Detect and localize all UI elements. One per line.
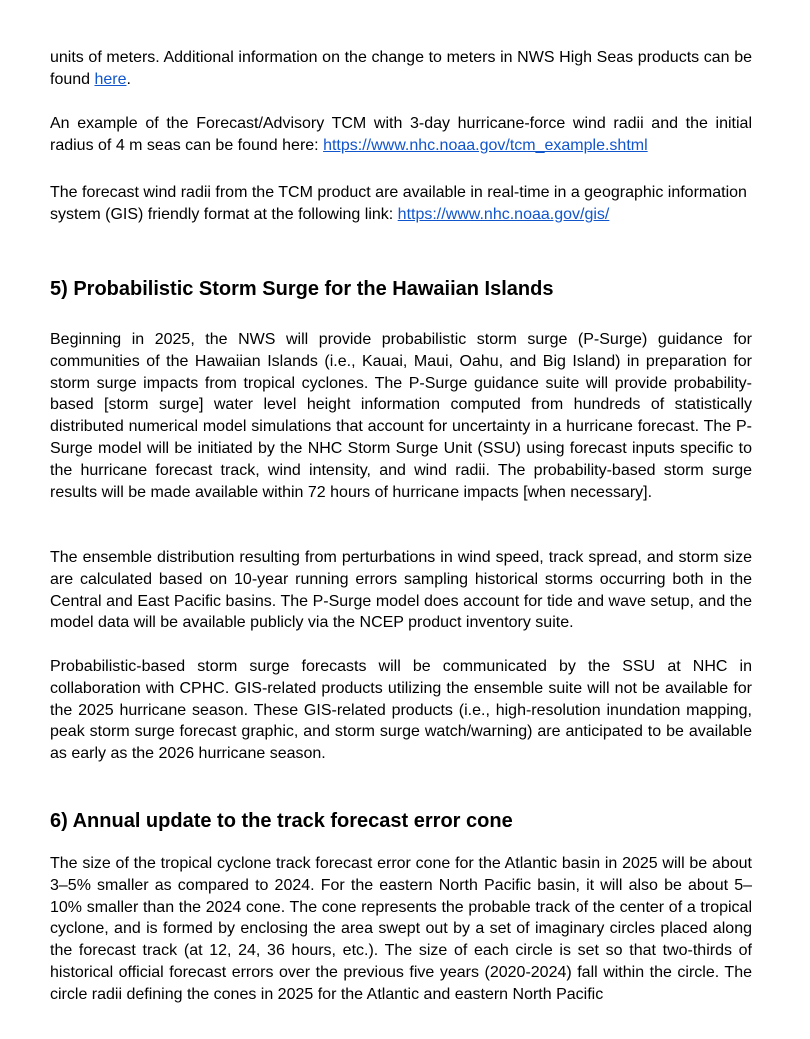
section-5-paragraph-3: Probabilistic-based storm surge forecasts will be communicated by the SSU at NHC in collaboration with CPHC. GIS-related products utilizing the ensemble suite will not be available for the 2025 hurricane season. These GIS-related products (i.e., high-resolution inundation mapping, peak storm surge forecast graphic, and storm surge watch/warning) are anticipated to be available as early as the 2026 hurricane season. [50, 658, 752, 763]
here-link[interactable]: here [94, 70, 127, 88]
gis-link[interactable]: https://www.nhc.noaa.gov/gis/ [397, 205, 610, 223]
paragraph-text: units of meters. Additional information on the change to meters in NWS High Seas products can be found [50, 49, 752, 88]
section-5-paragraph-2: The ensemble distribution resulting from perturbations in wind speed, track spread, and storm size are calculated based on 10-year running errors sampling historical storms occurring both in the Central and East Pacific basins. The P-Surge model does account for tide and wave setup, and the model data will be available publicly via the NCEP product inventory suite. [50, 549, 752, 632]
tcm-example-link[interactable]: https://www.nhc.noaa.gov/tcm_example.shtml [323, 136, 648, 154]
paragraph-text: The forecast wind radii from the TCM product are available in real-time in a geographic information system (GIS) friendly format at the following link: [50, 184, 747, 223]
paragraph-meters-info [50, 47, 752, 91]
paragraph-tcm-example [50, 113, 752, 157]
paragraph-text: An example of the Forecast/Advisory TCM with 3-day hurricane-force wind radii and the initial radius of 4 m seas can be found here: [50, 115, 752, 154]
section-6-paragraph-1: The size of the tropical cyclone track forecast error cone for the Atlantic basin in 2025 will be about 3–5% smaller as compared to 2024. For the eastern North Pacific basin, it will also be about 5–10% smaller than the 2024 cone. The cone represents the probable track of the center of a tropical cyclone, and is formed by enclosing the area swept out by a set of imaginary circles placed along the forecast track (at 12, 24, 36 hours, etc.). The size of each circle is set so that two-thirds of historical official forecast errors over the previous five years (2020-2024) fall within the circle. The circle radii defining the cones in 2025 for the Atlantic and eastern North Pacific [50, 855, 752, 1003]
paragraph-gis-radii [50, 182, 752, 226]
section-5-paragraph-1: Beginning in 2025, the NWS will provide probabilistic storm surge (P-Surge) guidance for communities of the Hawaiian Islands (i.e., Kauai, Maui, Oahu, and Big Island) in preparation for storm surge impacts from tropical cyclones. The P-Surge guidance suite will provide probability-based [storm surge] water level height information computed from hundreds of statistically distributed numerical model simulations that account for uncertainty in a hurricane forecast. The P-Surge model will be initiated by the NHC Storm Surge Unit (SSU) using forecast inputs specific to the hurricane forecast track, wind intensity, and wind radii. The probability-based storm surge results will be made available within 72 hours of hurricane impacts [when necessary]. [50, 331, 752, 501]
section-5-heading: 5) Probabilistic Storm Surge for the Hawaiian Islands [50, 278, 554, 300]
section-6-heading: 6) Annual update to the track forecast error cone [50, 810, 513, 832]
paragraph-tail: . [126, 70, 131, 88]
